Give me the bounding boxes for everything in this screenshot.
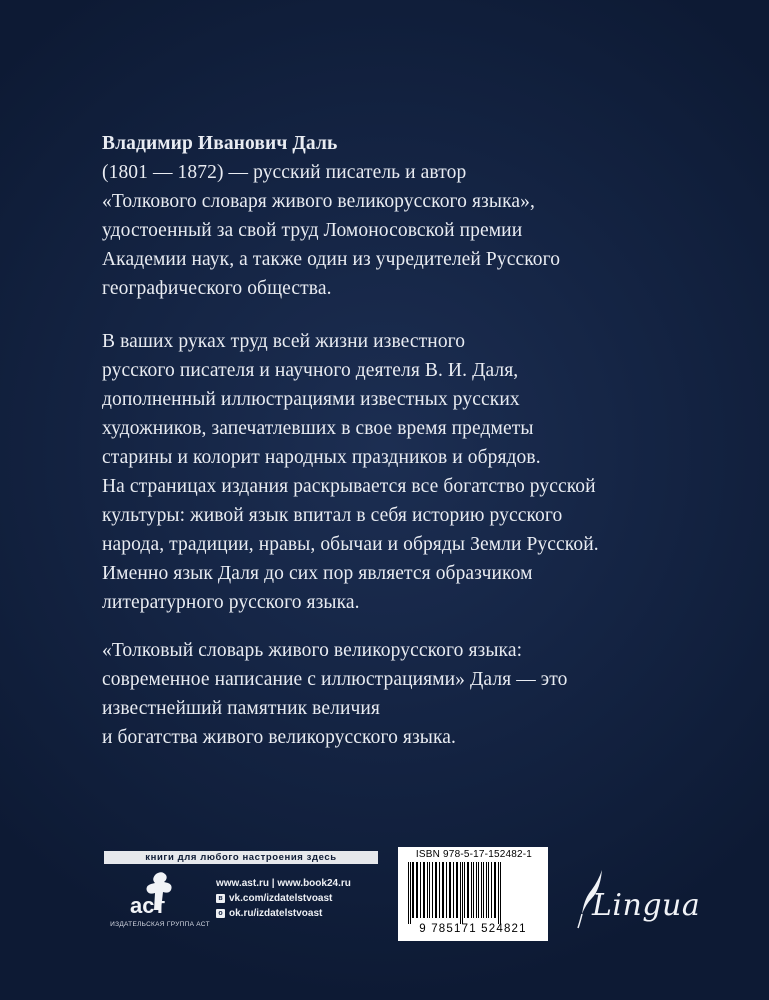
barcode-bar	[412, 862, 414, 918]
barcode-bar	[416, 862, 418, 918]
ast-logo-text: аст	[130, 893, 166, 918]
ok-row	[216, 906, 351, 921]
barcode-bar	[488, 862, 489, 918]
barcode-bar	[429, 862, 430, 918]
ok-link: ok.ru/izdatelstvoast	[229, 908, 323, 919]
lingua-logo	[566, 868, 716, 932]
paragraph-line: культуры: живой язык впитал в себя историю русского	[102, 505, 563, 526]
author-bio-line: удостоенный за свой труд Ломоносовской премии	[102, 220, 523, 241]
barcode-bar	[471, 862, 472, 918]
barcode-bar	[473, 862, 474, 918]
barcode-bar	[408, 862, 409, 924]
ok-icon: о	[216, 909, 225, 918]
barcode-bar	[453, 862, 454, 918]
paragraph-line: В ваших руках труд всей жизни известного	[102, 331, 466, 352]
summary-paragraph	[102, 636, 702, 752]
paragraph-line: Именно язык Даля до сих пор является образчиком	[102, 563, 533, 584]
barcode-bar	[476, 862, 477, 918]
barcode-bar	[446, 862, 447, 918]
paragraph-line: дополненный иллюстрациями известных русских	[102, 389, 520, 410]
vk-icon: в	[216, 894, 225, 903]
paragraph-line: и богатства живого великорусского языка.	[102, 727, 456, 748]
author-bio-line: географического общества.	[102, 278, 332, 299]
barcode-bar	[462, 862, 463, 924]
publisher-links	[216, 876, 351, 921]
publisher-caption: ИЗДАТЕЛЬСКАЯ ГРУППА АСТ	[110, 921, 210, 928]
barcode-bar	[481, 862, 482, 918]
websites-row	[216, 876, 351, 891]
barcode-bar	[435, 862, 437, 918]
paragraph-line: известнейший памятник величия	[102, 698, 381, 719]
barcode-bar	[410, 862, 411, 924]
paragraph-line: «Толковый словарь живого великорусского языка:	[102, 640, 523, 661]
vk-link: vk.com/izdatelstvoast	[229, 893, 333, 904]
barcode-bar	[478, 862, 479, 918]
description-paragraph	[102, 327, 702, 617]
publisher-tagline: книги для любого настроения здесь	[104, 851, 378, 864]
barcode-bar	[442, 862, 444, 918]
barcode-bar	[427, 862, 428, 918]
barcode-bar	[449, 862, 451, 918]
barcode-bar	[467, 862, 469, 918]
barcode-bar	[491, 862, 492, 918]
barcode-bar	[494, 862, 496, 918]
isbn-text: ISBN 978-5-17-152482-1	[415, 849, 533, 860]
barcode-bar	[439, 862, 440, 918]
barcode-bar	[423, 862, 425, 918]
imprint-name: Lingua	[592, 888, 701, 923]
paragraph-line: художников, запечатлевших в свое время предметы	[102, 418, 534, 439]
paragraph-line: старины и колорит народных праздников и обрядов.	[102, 447, 541, 468]
barcode-bar	[498, 862, 499, 924]
barcode-bar	[464, 862, 465, 918]
author-name: Владимир Иванович Даль	[102, 133, 338, 154]
paragraph-line: современное написание с иллюстрациями» Даля — это	[102, 669, 568, 690]
barcode-bars	[406, 862, 540, 924]
barcode	[398, 847, 548, 941]
author-bio-line: (1801 — 1872) — русский писатель и автор	[102, 162, 467, 183]
ast-logo	[112, 868, 192, 928]
websites-text: www.ast.ru | www.book24.ru	[216, 878, 351, 889]
author-bio	[102, 129, 702, 303]
paragraph-line: На страницах издания раскрывается все богатство русской	[102, 476, 596, 497]
barcode-bar	[432, 862, 433, 918]
paragraph-line: русского писателя и научного деятеля В. И. Даля,	[102, 360, 519, 381]
paragraph-line: народа, традиции, нравы, обычаи и обряды Земли Русской.	[102, 534, 599, 555]
barcode-bar	[483, 862, 484, 918]
paragraph-line: литературного русского языка.	[102, 592, 360, 613]
author-bio-line: «Толкового словаря живого великорусского языка»,	[102, 191, 535, 212]
barcode-bar	[500, 862, 501, 924]
barcode-digits: 9 785171 524821	[419, 923, 527, 935]
barcode-bar	[460, 862, 461, 924]
barcode-bar	[456, 862, 458, 918]
vk-row	[216, 891, 351, 906]
barcode-bar	[486, 862, 487, 918]
barcode-bar	[420, 862, 421, 918]
author-bio-line: Академии наук, а также один из учредителей Русского	[102, 249, 561, 270]
